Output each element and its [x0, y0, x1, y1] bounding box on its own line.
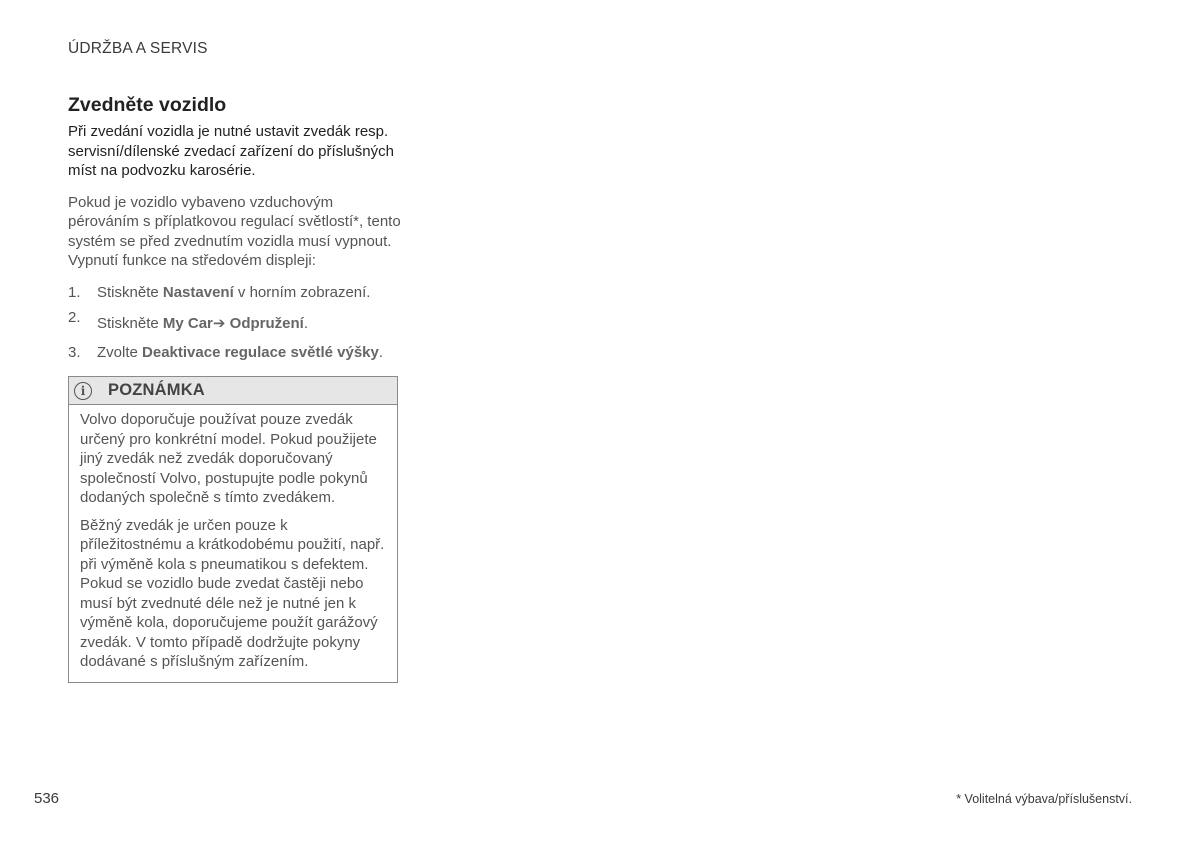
step-number: 3. — [68, 343, 81, 361]
article-paragraph: Pokud je vozidlo vybaveno vzduchovým pérováním s příplatkovou regulací světlostí*, tento systém se před zvednutím vozidla musí vypnout. Vypnutí funkce na středovém displeji: — [68, 193, 401, 269]
step-keyword-2: Odpružení — [225, 315, 304, 332]
step-text-before: Zvolte — [97, 343, 143, 361]
step-item — [68, 311, 402, 334]
note-body — [69, 405, 397, 682]
step-text-after: . — [303, 315, 308, 332]
step-text-before: Stiskněte — [97, 283, 163, 301]
step-list — [68, 283, 402, 363]
note-paragraph: Běžný zvedák je určen pouze k příležitostnému a krátkodobému použití, např. při výměně kola s pneumatikou s defektem. Pokud se vozidlo bude zvedat častěji nebo musí být zvednuté déle než je nutné jen k výměně kola, doporučujeme použít garážový zvedák. V tomto případě dodržujte pokyny dodávané s příslušným zařízením. — [80, 516, 385, 670]
step-text-after: . — [378, 343, 384, 361]
note-paragraph: Volvo doporučuje používat pouze zvedák určený pro konkrétní model. Pokud použijete jiný zvedák než zvedák doporučovaný společností Volvo, postupujte podle pokynů dodaných společně s tímto zvedákem. — [80, 411, 377, 506]
note-title: POZNÁMKA — [108, 381, 205, 399]
step-text — [97, 344, 383, 361]
step-item — [68, 283, 402, 303]
footnote: * Volitelná výbava/příslušenství. — [956, 792, 1132, 806]
step-keyword: Deaktivace regulace světlé výšky — [142, 343, 379, 361]
step-text — [97, 284, 370, 301]
article — [68, 93, 402, 683]
step-keyword: Nastavení — [162, 283, 234, 301]
section-label: ÚDRŽBA A SERVIS — [68, 40, 208, 57]
step-text — [97, 311, 308, 334]
step-item — [68, 343, 402, 363]
step-keyword: My Car — [162, 315, 213, 332]
step-text-after: v horním zobrazení. — [233, 283, 371, 301]
article-title: Zvedněte vozidlo — [68, 94, 227, 116]
info-icon: i — [74, 382, 92, 400]
page-number: 536 — [34, 790, 60, 807]
note-header — [69, 377, 397, 405]
article-lead: Při zvedání vozidla je nutné ustavit zvedák resp. servisní/dílenské zvedací zařízení do příslušných míst na podvozku karosérie. — [68, 123, 394, 179]
step-number: 2. — [68, 309, 81, 326]
arrow-right-icon: ➔ — [212, 315, 226, 332]
step-text-before: Stiskněte — [97, 315, 163, 332]
step-number: 1. — [68, 283, 81, 301]
note-box — [68, 376, 398, 683]
